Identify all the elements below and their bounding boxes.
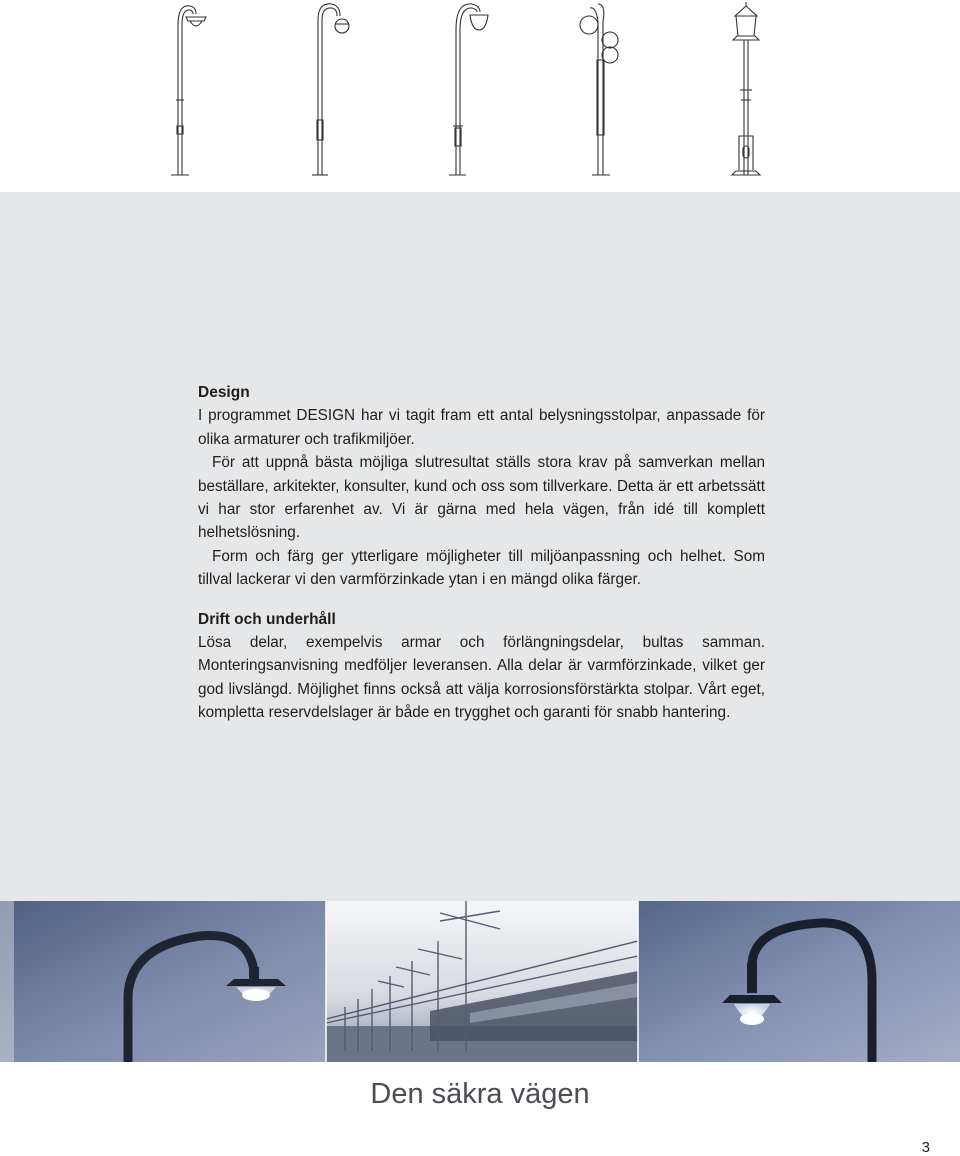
pole-drawing-2 bbox=[312, 4, 349, 175]
design-paragraph-3: Form och färg ger ytterligare möjligheter till miljöanpassning och helhet. Som tillval lackerar vi den varmförzinkade ytan i en mängd olika färger. bbox=[198, 547, 765, 589]
photo-railway-poles bbox=[326, 901, 638, 1062]
photo-street-lamp-right bbox=[638, 901, 960, 1062]
lamp-pole-drawings bbox=[0, 0, 960, 192]
body-text bbox=[198, 381, 765, 725]
design-heading: Design bbox=[198, 384, 250, 401]
page-number: 3 bbox=[921, 1139, 930, 1156]
drift-paragraph: Lösa delar, exempelvis armar och förlängningsdelar, bultas samman. Monteringsanvisning medföljer leveransen. Alla delar är varmförzinkade, vilket ger god livslängd. Möjlighet finns också att välja korrosionsförstärkta stolpar. Vårt eget, kompletta reservdelslager är både en trygghet och garanti för snabb hantering. bbox=[198, 634, 765, 722]
design-paragraph-2: För att uppnå bästa möjliga slutresultat ställs stora krav på samverkan mellan beställare, arkitekter, konsulter, kund och oss som tillverkare. Detta är ett arbetssätt vi har stor erfarenhet av. Vi är gärna med hela vägen, från idé till komplett helhetslösning. bbox=[198, 454, 765, 542]
photo-strip bbox=[0, 901, 960, 1062]
pole-drawing-4 bbox=[580, 4, 618, 175]
design-paragraph-1: I programmet DESIGN har vi tagit fram ett antal belysningsstolpar, anpassade för olika armaturer och trafikmiljöer. bbox=[198, 407, 765, 448]
tagline: Den säkra vägen bbox=[370, 1078, 590, 1110]
photo-street-lamp-left bbox=[0, 901, 326, 1062]
pole-drawing-3 bbox=[449, 4, 488, 175]
pole-drawing-1 bbox=[171, 6, 206, 175]
pole-drawing-5 bbox=[732, 2, 760, 175]
drift-heading: Drift och underhåll bbox=[198, 610, 336, 628]
